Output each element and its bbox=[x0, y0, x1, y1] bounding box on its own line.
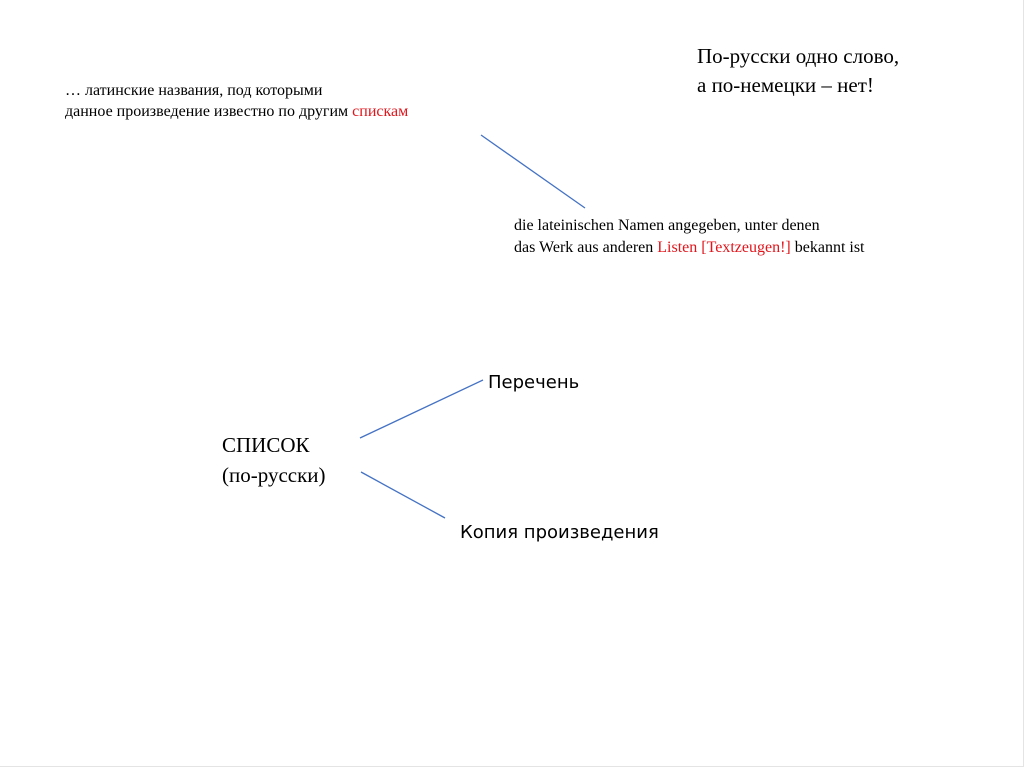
russian-quote-line-2-text: данное произведение известно по другим bbox=[65, 103, 353, 120]
russian-quote-highlight: спискам bbox=[352, 103, 409, 120]
spisok-label bbox=[222, 430, 326, 490]
russian-quote bbox=[65, 80, 408, 122]
german-quote-line-2-end: bekannt ist bbox=[790, 239, 865, 256]
german-quote-line-2 bbox=[514, 237, 865, 259]
perechen-label: Перечень bbox=[488, 372, 580, 393]
note-line-2: а по-немецки – нет! bbox=[697, 73, 874, 97]
german-quote-line-1: die lateinischen Namen angegeben, unter denen bbox=[514, 217, 820, 234]
russian-quote-line-2 bbox=[65, 101, 408, 122]
german-quote-highlight: Listen [Textzeugen!] bbox=[657, 239, 791, 256]
kopiya-label: Копия произведения bbox=[460, 522, 659, 543]
russian-quote-line-1: … латинские названия, под которыми bbox=[65, 82, 323, 99]
german-quote bbox=[514, 215, 865, 259]
connector-spisok-to-kopiya bbox=[361, 472, 445, 518]
spisok-qualifier: (по-русски) bbox=[222, 463, 326, 487]
german-quote-line-2-text: das Werk aus anderen bbox=[514, 239, 658, 256]
connector-quote-to-quote bbox=[481, 135, 585, 208]
spisok-word: СПИСОК bbox=[222, 433, 310, 457]
connector-spisok-to-perechen bbox=[360, 380, 483, 438]
note-line-1: По-русски одно слово, bbox=[697, 44, 900, 68]
note-top-right bbox=[697, 42, 899, 100]
